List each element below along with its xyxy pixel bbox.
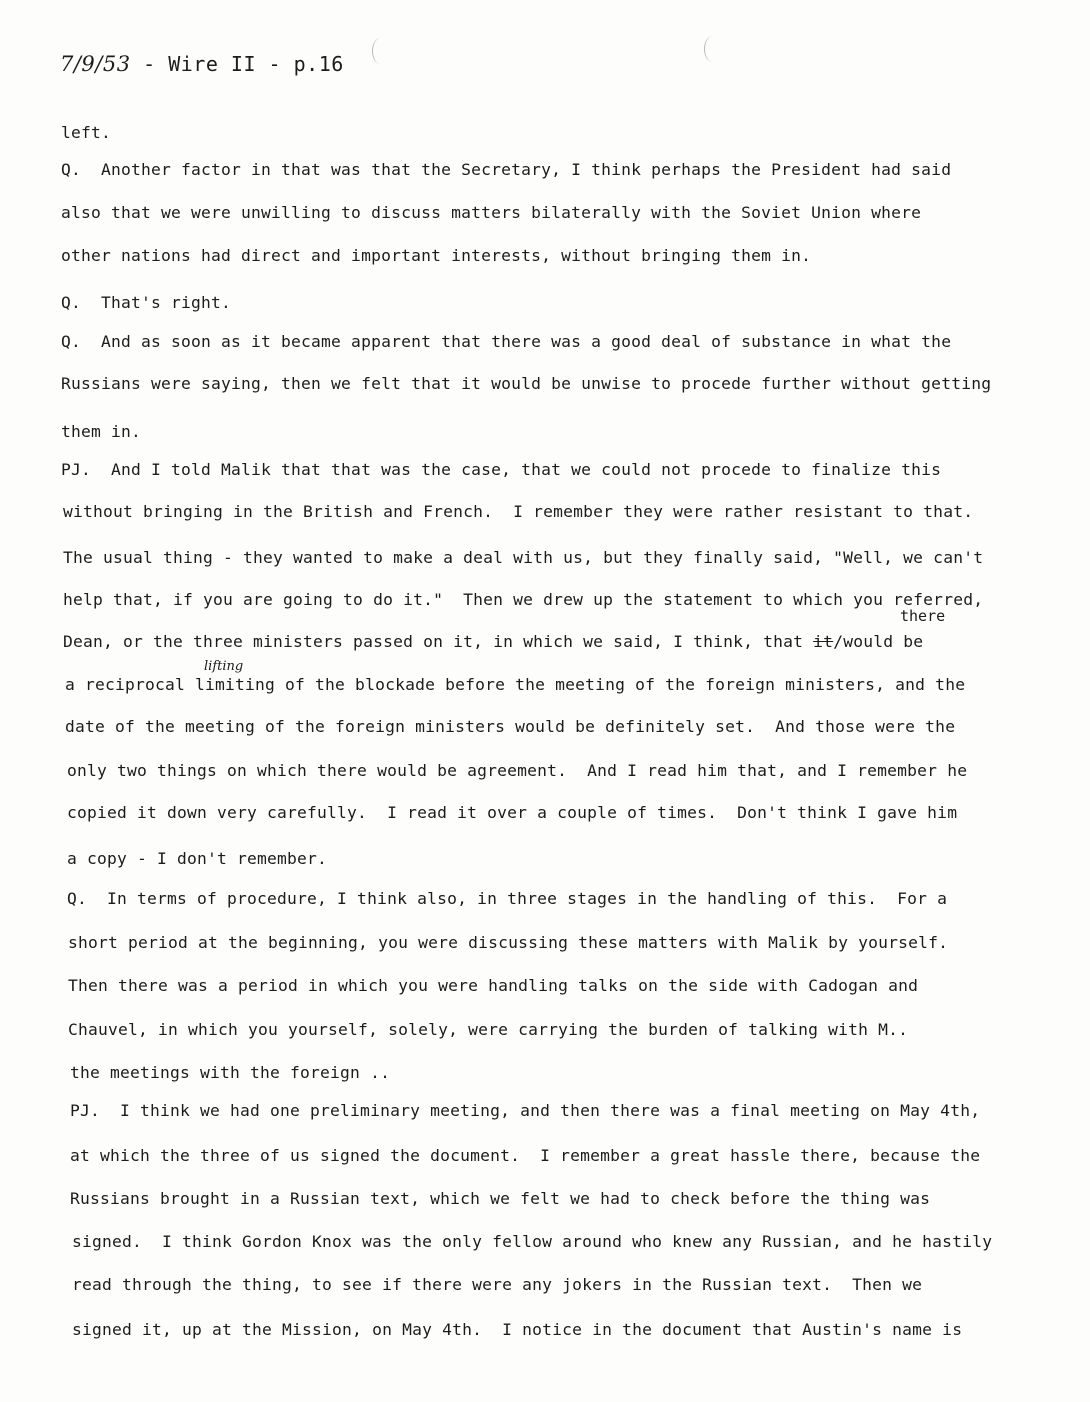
- text-line: Then there was a period in which you were handling talks on the side with Cadogan and: [68, 976, 919, 995]
- text-line: date of the meeting of the foreign ministers would be definitely set. And those were the: [65, 717, 956, 736]
- text-line: The usual thing - they wanted to make a deal with us, but they finally said, "Well, we can't: [63, 548, 984, 567]
- text-line: other nations had direct and important interests, without bringing them in.: [61, 246, 812, 265]
- text-line: a copy - I don't remember.: [67, 849, 328, 868]
- text-line: read through the thing, to see if there were any jokers in the Russian text. Then we: [72, 1275, 923, 1294]
- text-line: Q. In terms of procedure, I think also, in three stages in the handling of this. For a: [67, 889, 948, 908]
- handwritten-insertion-lifting: lifting: [204, 659, 244, 674]
- text-line: a reciprocal limiting of the blockade before the meeting of the foreign ministers, and the: [65, 675, 966, 694]
- struck-word: it: [813, 632, 834, 651]
- text-line: [63, 632, 923, 651]
- text-line: copied it down very carefully. I read it over a couple of times. Don't think I gave him: [67, 803, 958, 822]
- text-line: Russians were saying, then we felt that it would be unwise to procede further without getting: [61, 374, 992, 393]
- text-line: only two things on which there would be agreement. And I read him that, and I remember he: [67, 761, 968, 780]
- punch-mark-right: [704, 36, 721, 62]
- text-line: Q. Another factor in that was that the Secretary, I think perhaps the President had said: [61, 160, 952, 179]
- header-title: - Wire II - p.16: [130, 52, 344, 76]
- text-line: Q. That's right.: [61, 293, 232, 312]
- text-line: Q. And as soon as it became apparent that there was a good deal of substance in what the: [61, 332, 952, 351]
- page-header: [60, 52, 344, 76]
- punch-mark-left: [372, 38, 389, 64]
- text-line: without bringing in the British and French. I remember they were rather resistant to that.: [63, 502, 974, 521]
- text-line: Chauvel, in which you yourself, solely, were carrying the burden of talking with M..: [68, 1020, 909, 1039]
- text-line: at which the three of us signed the document. I remember a great hassle there, because the: [70, 1146, 981, 1165]
- text-line: the meetings with the foreign ..: [70, 1063, 391, 1082]
- text-line: signed it, up at the Mission, on May 4th. I notice in the document that Austin's name is: [72, 1320, 963, 1339]
- header-date: 7/9/53: [60, 52, 131, 76]
- text-line: left.: [61, 123, 112, 142]
- text-line: short period at the beginning, you were discussing these matters with Malik by yourself.: [68, 933, 949, 952]
- text-line: help that, if you are going to do it." Then we drew up the statement to which you referred,: [63, 590, 984, 609]
- text-line: also that we were unwilling to discuss matters bilaterally with the Soviet Union where: [61, 203, 922, 222]
- text-line-body: Dean, or the three ministers passed on it, in which we said, I think, that: [63, 632, 814, 651]
- text-line: PJ. I think we had one preliminary meeting, and then there was a final meeting on May 4th,: [70, 1101, 981, 1120]
- text-line-tail: /would be: [833, 632, 924, 651]
- text-line: PJ. And I told Malik that that was the case, that we could not procede to finalize this: [61, 460, 942, 479]
- typed-insertion-there: there: [900, 607, 946, 625]
- text-line: signed. I think Gordon Knox was the only fellow around who knew any Russian, and he hastily: [72, 1232, 993, 1251]
- text-line: Russians brought in a Russian text, which we felt we had to check before the thing was: [70, 1189, 931, 1208]
- text-line: them in.: [61, 422, 142, 441]
